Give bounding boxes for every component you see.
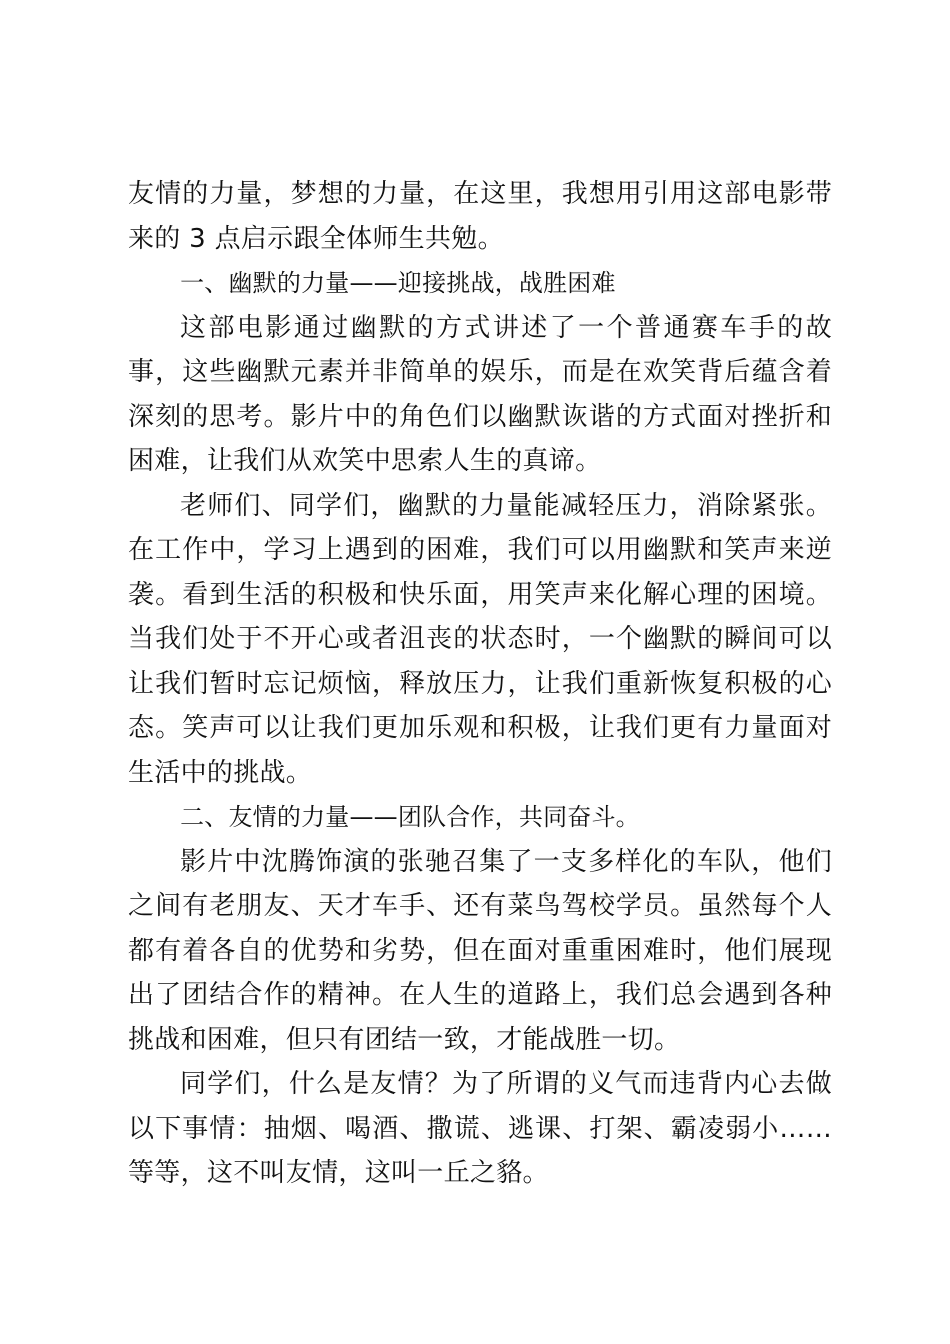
paragraph-intro: 友情的力量，梦想的力量，在这里，我想用引用这部电影带来的 3 点启示跟全体师生共勉。 <box>128 179 832 254</box>
paragraph-humor-power: 老师们、同学们，幽默的力量能减轻压力，消除紧张。在工作中，学习上遇到的困难，我们可以用幽默和笑声来逆袭。看到生活的积极和快乐面，用笑声来化解心理的困境。当我们处于不开心或者沮丧的状态时，一个幽默的瞬间可以让我们暂时忘记烦恼，释放压力，让我们重新恢复积极的心态。笑声可以让我们更加乐观和积极，让我们更有力量面对生活中的挑战。 <box>128 490 832 788</box>
section-heading-humor: 一、幽默的力量——迎接挑战，战胜困难 <box>180 269 616 297</box>
paragraph-team: 影片中沈腾饰演的张驰召集了一支多样化的车队，他们之间有老朋友、天才车手、还有菜鸟驾校学员。虽然每个人都有着各自的优势和劣势，但在面对重重困难时，他们展现出了团结合作的精神。在人生的道路上，我们总会遇到各种挑战和困难，但只有团结一致，才能战胜一切。 <box>128 846 832 1055</box>
section-heading-friendship: 二、友情的力量——团队合作，共同奋斗。 <box>180 803 640 831</box>
document-page <box>128 172 832 1196</box>
paragraph-humor-story: 这部电影通过幽默的方式讲述了一个普通赛车手的故事，这些幽默元素并非简单的娱乐，而是在欢笑背后蕴含着深刻的思考。影片中的角色们以幽默诙谐的方式面对挫折和困难，让我们从欢笑中思索人生的真谛。 <box>128 312 832 476</box>
paragraph-friendship-meaning: 同学们，什么是友情？为了所谓的义气而违背内心去做以下事情：抽烟、喝酒、撒谎、逃课、打架、霸凌弱小……等等，这不叫友情，这叫一丘之貉。 <box>128 1069 832 1188</box>
